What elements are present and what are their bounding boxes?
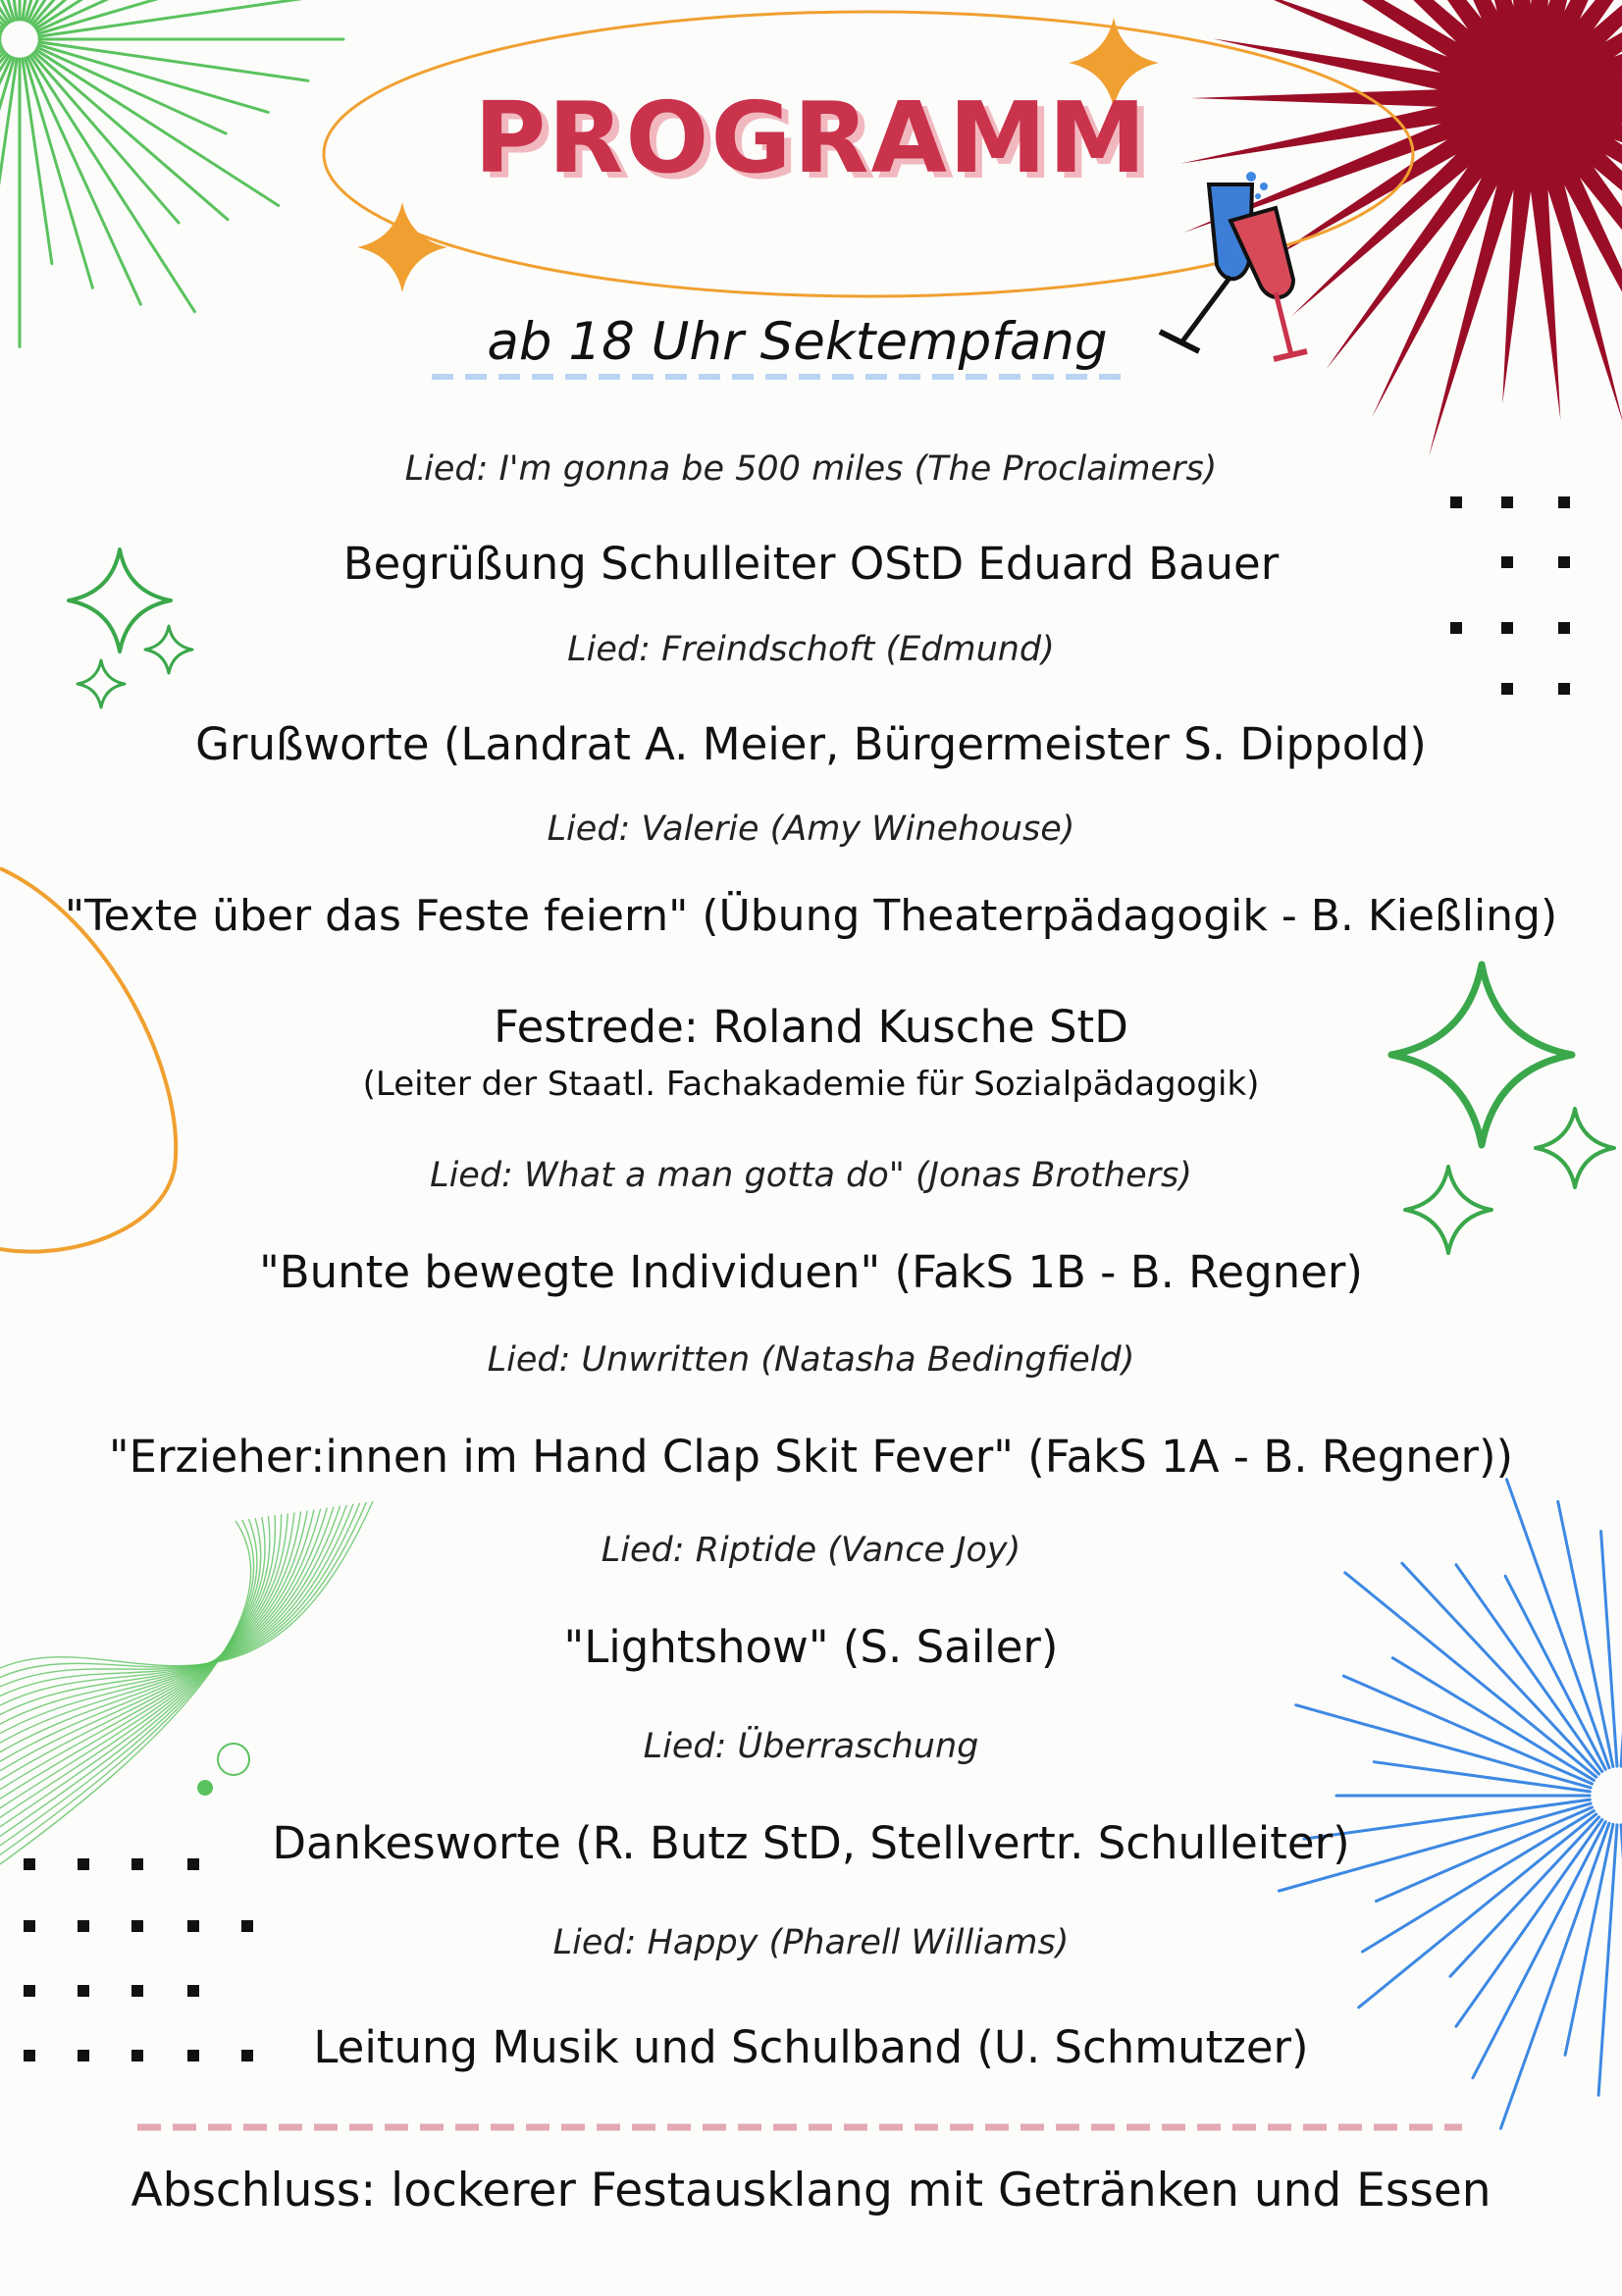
program-song: Lied: Happy (Pharell Williams) bbox=[552, 1923, 1070, 1962]
program-song: Lied: Überraschung bbox=[643, 1727, 979, 1766]
program-item: Begrüßung Schulleiter OStD Eduard Bauer bbox=[342, 538, 1280, 590]
page-title: PROGRAMM bbox=[474, 80, 1148, 195]
program-song: Lied: Riptide (Vance Joy) bbox=[601, 1531, 1021, 1570]
page-subtitle: ab 18 Uhr Sektempfang bbox=[487, 312, 1108, 372]
program-song: Lied: Valerie (Amy Winehouse) bbox=[547, 809, 1075, 849]
program-item: Leitung Musik und Schulband (U. Schmutzer) bbox=[313, 2021, 1309, 2073]
program-song: Lied: Freindschoft (Edmund) bbox=[567, 630, 1055, 669]
program-song: Lied: What a man gotta do" (Jonas Brothers) bbox=[430, 1156, 1192, 1195]
program-item: Dankesworte (R. Butz StD, Stellvertr. Schulleiter) bbox=[272, 1817, 1350, 1869]
program-item: "Erzieher:innen im Hand Clap Skit Fever" (FakS 1A - B. Regner)) bbox=[108, 1431, 1514, 1483]
program-item: Grußworte (Landrat A. Meier, Bürgermeister S. Dippold) bbox=[195, 718, 1427, 770]
program-item: "Texte über das Feste feiern" (Übung Theaterpädagogik - B. Kießling) bbox=[64, 891, 1558, 941]
program-item-detail: (Leiter der Staatl. Fachakademie für Sozialpädagogik) bbox=[362, 1065, 1260, 1104]
program-song: Lied: Unwritten (Natasha Bedingfield) bbox=[487, 1340, 1135, 1380]
champagne-glasses-icon bbox=[1160, 172, 1307, 359]
program-item: "Lightshow" (S. Sailer) bbox=[563, 1621, 1059, 1673]
program-item: "Bunte bewegte Individuen" (FakS 1B - B. Regner) bbox=[259, 1246, 1363, 1298]
program-song: Lied: I'm gonna be 500 miles (The Proclaimers) bbox=[404, 449, 1218, 489]
program-item: Festrede: Roland Kusche StD bbox=[494, 1001, 1128, 1053]
closing-note: Abschluss: lockerer Festausklang mit Getränken und Essen bbox=[131, 2164, 1491, 2218]
